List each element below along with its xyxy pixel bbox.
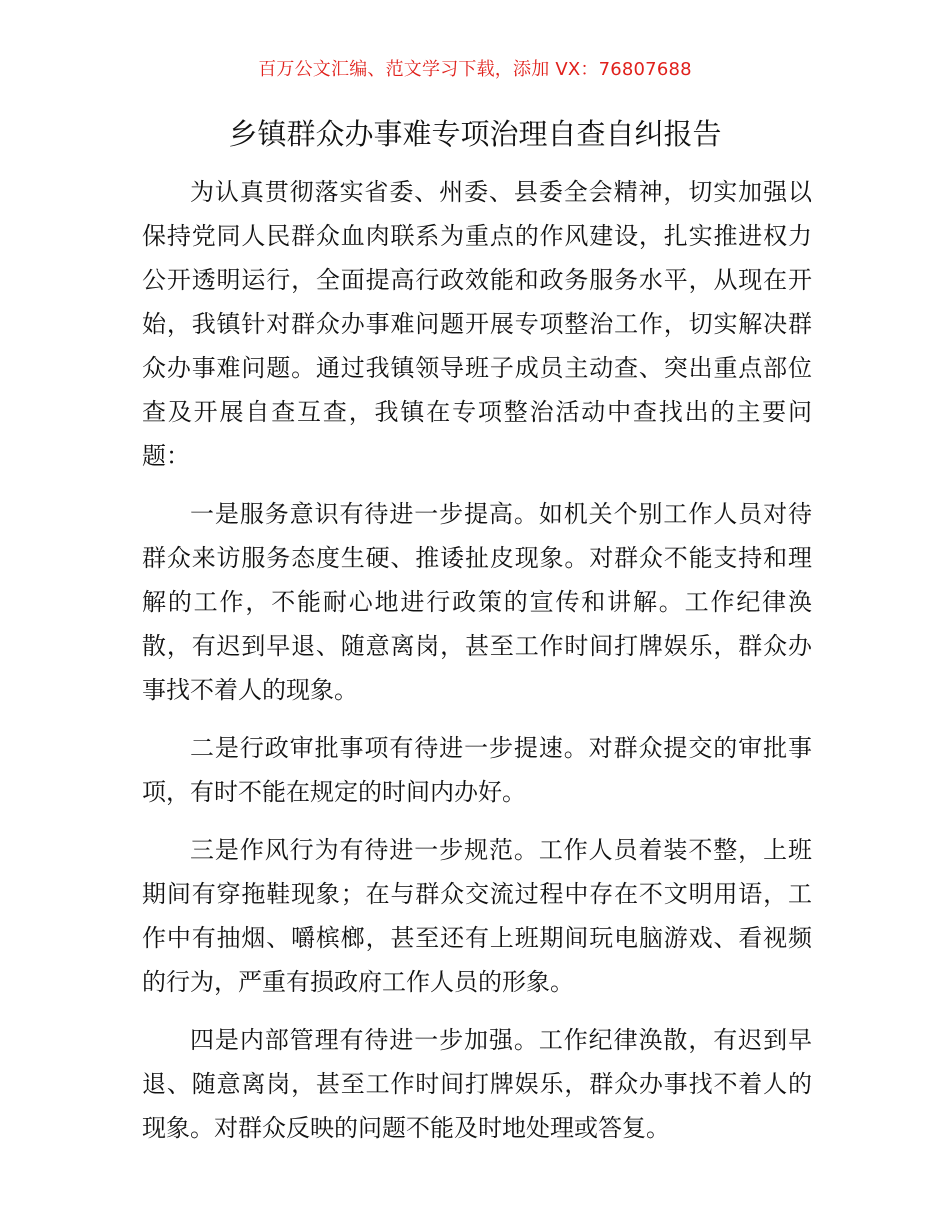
paragraph-issue-3: 三是作风行为有待进一步规范。工作人员着装不整，上班期间有穿拖鞋现象；在与群众交流过程中存在不文明用语，工作中有抽烟、嚼槟榔，甚至还有上班期间玩电脑游戏、看视频的行为，严重有损政府工作人员的形象。 — [142, 836, 812, 996]
document-body — [142, 170, 812, 1164]
paragraph-issue-4: 四是内部管理有待进一步加强。工作纪律涣散，有迟到早退、随意离岗，甚至工作时间打牌娱乐，群众办事找不着人的现象。对群众反映的问题不能及时地处理或答复。 — [142, 1026, 812, 1142]
paragraph-issue-1: 一是服务意识有待进一步提高。如机关个别工作人员对待群众来访服务态度生硬、推诿扯皮现象。对群众不能支持和理解的工作，不能耐心地进行政策的宣传和讲解。工作纪律涣散，有迟到早退、随意离岗，甚至工作时间打牌娱乐，群众办事找不着人的现象。 — [142, 500, 812, 704]
document-title: 乡镇群众办事难专项治理自查自纠报告 — [228, 117, 722, 151]
paragraph-issue-2: 二是行政审批事项有待进一步提速。对群众提交的审批事项，有时不能在规定的时间内办好。 — [142, 734, 812, 806]
header-promo-note: 百万公文汇编、范文学习下载，添加 VX：76807688 — [258, 59, 692, 80]
paragraph-intro: 为认真贯彻落实省委、州委、县委全会精神，切实加强以保持党同人民群众血肉联系为重点的作风建设，扎实推进权力公开透明运行，全面提高行政效能和政务服务水平，从现在开始，我镇针对群众办事难问题开展专项整治工作，切实解决群众办事难问题。通过我镇领导班子成员主动查、突出重点部位查及开展自查互查，我镇在专项整治活动中查找出的主要问题： — [142, 178, 812, 470]
